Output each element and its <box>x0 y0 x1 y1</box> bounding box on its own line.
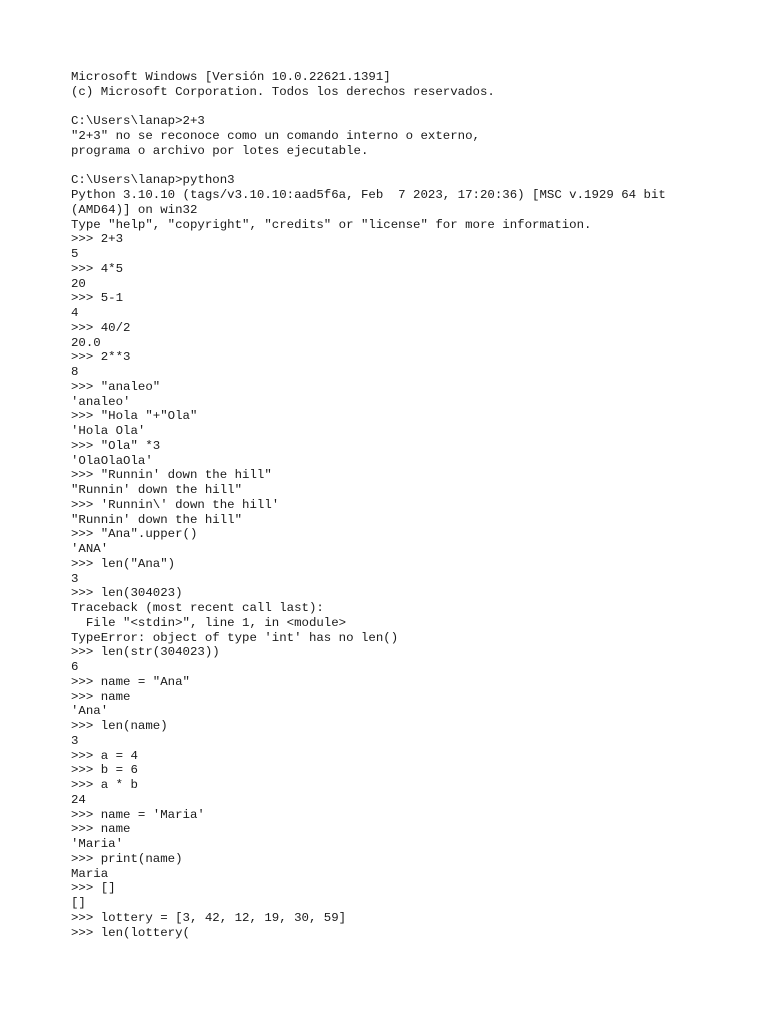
prompt-line: >>> len(name) <box>71 719 168 733</box>
output-line <box>71 159 751 174</box>
output-line: 'analeo' <box>71 394 131 409</box>
output-line: programa o archivo por lotes ejecutable. <box>71 143 369 158</box>
output-line: 5 <box>71 247 79 261</box>
prompt-line: >>> 40/2 <box>71 320 131 335</box>
prompt-line: >>> print(name) <box>71 851 183 866</box>
prompt-line: >>> b = 6 <box>71 763 138 778</box>
output-line: 'Ana' <box>71 704 109 719</box>
output-line: 3 <box>71 733 79 748</box>
prompt-line: >>> len(304023) <box>71 586 183 601</box>
output-line: 20 <box>71 276 86 291</box>
prompt-line: >>> len("Ana") <box>71 556 176 571</box>
prompt-line: >>> a = 4 <box>71 748 138 763</box>
prompt-line: >>> 2**3 <box>71 350 131 365</box>
output-line: 'Hola Ola' <box>71 424 146 438</box>
prompt-line: >>> "analeo" <box>71 379 161 394</box>
prompt-line: >>> a * b <box>71 778 138 792</box>
output-line: Microsoft Windows [Versión 10.0.22621.1391] <box>71 70 391 84</box>
prompt-line: >>> len(str(304023)) <box>71 645 220 660</box>
prompt-line: >>> 'Runnin\' down the hill' <box>71 497 280 512</box>
prompt-line: >>> "Ola" *3 <box>71 438 161 453</box>
output-line: [] <box>71 896 86 910</box>
output-line: 4 <box>71 306 79 320</box>
output-line: C:\Users\lanap>python3 <box>71 173 235 188</box>
output-line: (c) Microsoft Corporation. Todos los derechos reservados. <box>71 84 495 99</box>
output-line: Maria <box>71 866 109 881</box>
output-line: 3 <box>71 571 79 586</box>
output-line: File "<stdin>", line 1, in <module> <box>71 615 347 630</box>
output-line <box>71 100 751 115</box>
output-line: TypeError: object of type 'int' has no len() <box>71 630 399 645</box>
prompt-line: >>> len(lottery( <box>71 925 190 940</box>
output-line: 24 <box>71 792 86 807</box>
prompt-line: >>> name <box>71 822 131 837</box>
terminal-output[interactable] <box>71 70 751 940</box>
output-line: 6 <box>71 660 79 674</box>
output-line: 'Maria' <box>71 837 124 851</box>
prompt-line: >>> 2+3 <box>71 232 124 247</box>
prompt-line: >>> 5-1 <box>71 291 124 306</box>
output-line: 'ANA' <box>71 542 109 556</box>
prompt-line: >>> lottery = [3, 42, 12, 19, 30, 59] <box>71 910 347 925</box>
prompt-line: >>> "Runnin' down the hill" <box>71 468 272 483</box>
prompt-line: >>> "Hola "+"Ola" <box>71 409 198 424</box>
output-line: 20.0 <box>71 335 101 350</box>
output-line: 'OlaOlaOla' <box>71 453 153 468</box>
output-line: 8 <box>71 365 79 379</box>
output-line: Python 3.10.10 (tags/v3.10.10:aad5f6a, Feb 7 2023, 17:20:36) [MSC v.1929 64 bit <box>71 188 666 202</box>
output-line: "Runnin' down the hill" <box>71 483 243 497</box>
output-line: Traceback (most recent call last): <box>71 601 324 615</box>
prompt-line: >>> name = "Ana" <box>71 674 190 689</box>
output-line: "Runnin' down the hill" <box>71 512 243 527</box>
output-line: C:\Users\lanap>2+3 <box>71 114 205 129</box>
prompt-line: >>> "Ana".upper() <box>71 527 198 542</box>
prompt-line: >>> name <box>71 689 131 704</box>
prompt-line: >>> [] <box>71 881 116 896</box>
output-line: "2+3" no se reconoce como un comando interno o externo, <box>71 129 480 143</box>
prompt-line: >>> name = 'Maria' <box>71 807 205 822</box>
output-line: (AMD64)] on win32 <box>71 202 198 217</box>
output-line: Type "help", "copyright", "credits" or "license" for more information. <box>71 217 592 232</box>
prompt-line: >>> 4*5 <box>71 261 124 276</box>
